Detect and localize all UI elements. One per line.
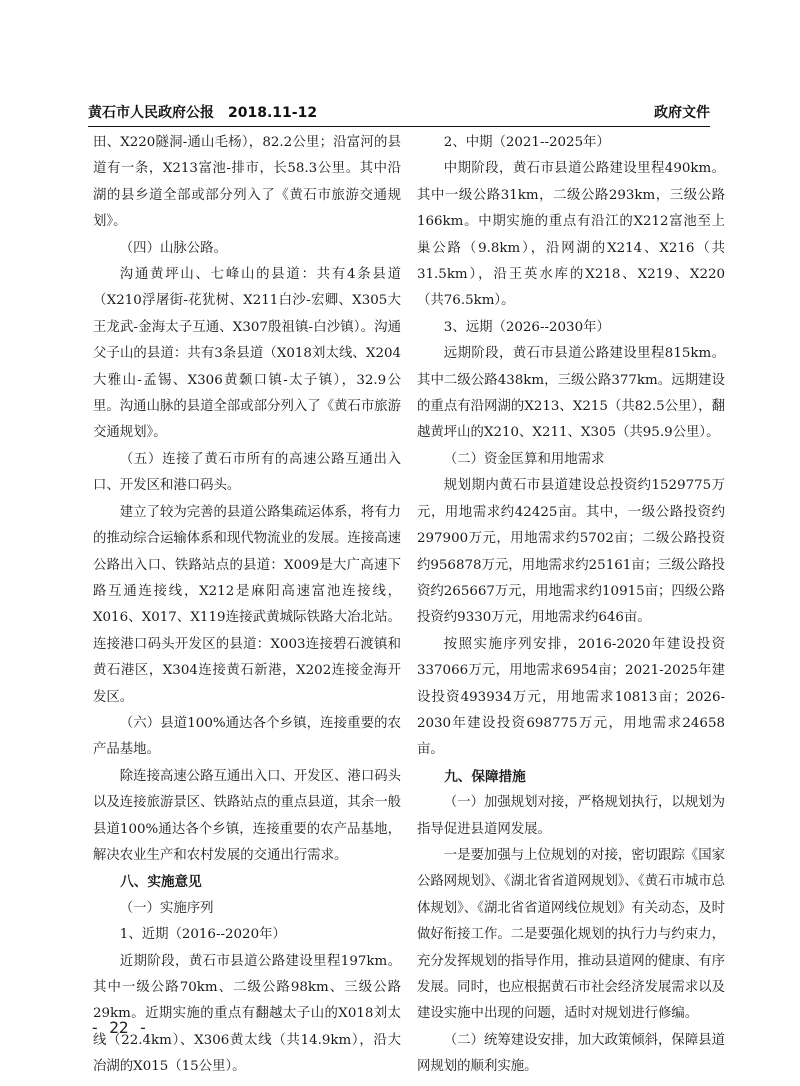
paragraph: 建立了较为完善的县道公路集疏运体系，将有力的推动综合运输体系和现代物流业的发展。连接高速公路出入口、铁路站点的县道：X009是大广高速下路互通连接线，X212是麻阳高速富池连接线，X016、X017、X119连接武黄城际铁路大冶北站。连接港口码头开发区的县道：X003连接碧石渡镇和黄石港区，X304连接黄石新港，X202连接金海开发区。: [93, 504, 401, 705]
gazette-title: 黄石市人民政府公报 2018.11-12: [88, 105, 318, 121]
paragraph: 3、远期（2026--2030年）: [443, 319, 610, 335]
paragraph: 1、近期（2016--2020年）: [119, 927, 286, 943]
paragraph: 除连接高速公路互通出入口、开发区、港口码头以及连接旅游景区、铁路站点的重点县道，其余一般县道100%通达各个乡镇，连接重要的农产品基地，解决农业生产和农村发展的交通出行需求。: [93, 768, 401, 863]
page-number: - 22 -: [90, 1018, 148, 1037]
paragraph: （一）实施序列: [119, 900, 214, 916]
page-header: [88, 98, 710, 126]
section-heading: 八、实施意见: [120, 874, 202, 891]
header-divider: [88, 126, 710, 127]
paragraph: （五）连接了黄石市所有的高速公路互通出入口、开发区和港口码头。: [93, 451, 401, 494]
paragraph: 沟通黄坪山、七峰山的县道：共有4条县道（X210浮屠街-花犹树、X211白沙-宏卿、X305大王龙武-金海太子互通、X307殷祖镇-白沙镇）。沟通父子山的县道：共有3条县道（X018刘太线、X204大雅山-孟锡、X306黄颡口镇-太子镇），32.9公里。沟通山脉的县道全部或部分列入了《黄石市旅游交通规划》。: [93, 267, 401, 441]
right-text-column: [417, 130, 725, 1081]
paragraph: 2、中期（2021--2025年）: [443, 135, 610, 150]
paragraph: 规划期内黄石市县道建设总投资约1529775万元，用地需求约42425亩。其中，一级公路投资约297900万元，用地需求约5702亩；二级公路投资约956878万元，用地需求约25161亩；三级公路投资约265667万元，用地需求约10915亩；四级公路投资约9330万元，用地需求约646亩。: [417, 478, 725, 626]
paragraph: 一是要加强与上位规划的对接，密切跟踪《国家公路网规划》、《湖北省省道网规划》、《黄石市城市总体规划》、《湖北省省道网线位规划》有关动态，及时做好衔接工作。二是要强化规划的执行力与约束力，充分发挥规划的指导作用，推动县道网的健康、有序发展。同时，也应根据黄石市社会经济发展需求以及建设实施中出现的问题，适时对规划进行修编。: [417, 847, 725, 1022]
left-text-column: [93, 130, 401, 1081]
paragraph: 田、X220隧洞-通山毛杨），82.2公里；沿富河的县道有一条，X213富池-排市，长58.3公里。其中沿湖的县乡道全部或部分列入了《黄石市旅游交通规划》。: [93, 135, 401, 230]
paragraph: 按照实施序列安排，2016-2020年建设投资337066万元，用地需求6954亩；2021-2025年建设投资493934万元，用地需求10813亩；2026-2030年建设投资698775万元，用地需求24658亩。: [417, 636, 725, 758]
section-label: 政府文件: [654, 105, 710, 121]
paragraph: （六）县道100%通达各个乡镇，连接重要的农产品基地。: [93, 715, 401, 758]
paragraph: （一）加强规划对接，严格规划执行，以规划为指导促进县道网发展。: [417, 795, 725, 837]
paragraph: 近期阶段，黄石市县道公路建设里程197km。其中一级公路70km、二级公路98km、三级公路29km。近期实施的重点有翻越太子山的X018刘太线（22.4km）、X306黄太线（共14.9km），沿大冶湖的X015（15公里）。: [93, 953, 401, 1075]
paragraph: （二）统筹建设安排，加大政策倾斜，保障县道网规划的顺利实施。: [417, 1032, 725, 1075]
paragraph: 中期阶段，黄石市县道公路建设里程490km。其中一级公路31km，二级公路293km，三级公路166km。中期实施的重点有沿江的X212富池至上巢公路（9.8km），沿网湖的X214、X216（共31.5km），沿王英水库的X218、X219、X220（共76.5km）。: [417, 161, 725, 309]
paragraph: 远期阶段，黄石市县道公路建设里程815km。其中二级公路438km，三级公路377km。远期建设的重点有沿网湖的X213、X215（共82.5公里），翻越黄坪山的X210、X211、X305（共95.9公里）。: [417, 346, 725, 441]
paragraph: （二）资金匡算和用地需求: [443, 451, 605, 467]
section-heading: 九、保障措施: [444, 768, 526, 785]
paragraph: （四）山脉公路。: [119, 240, 227, 256]
